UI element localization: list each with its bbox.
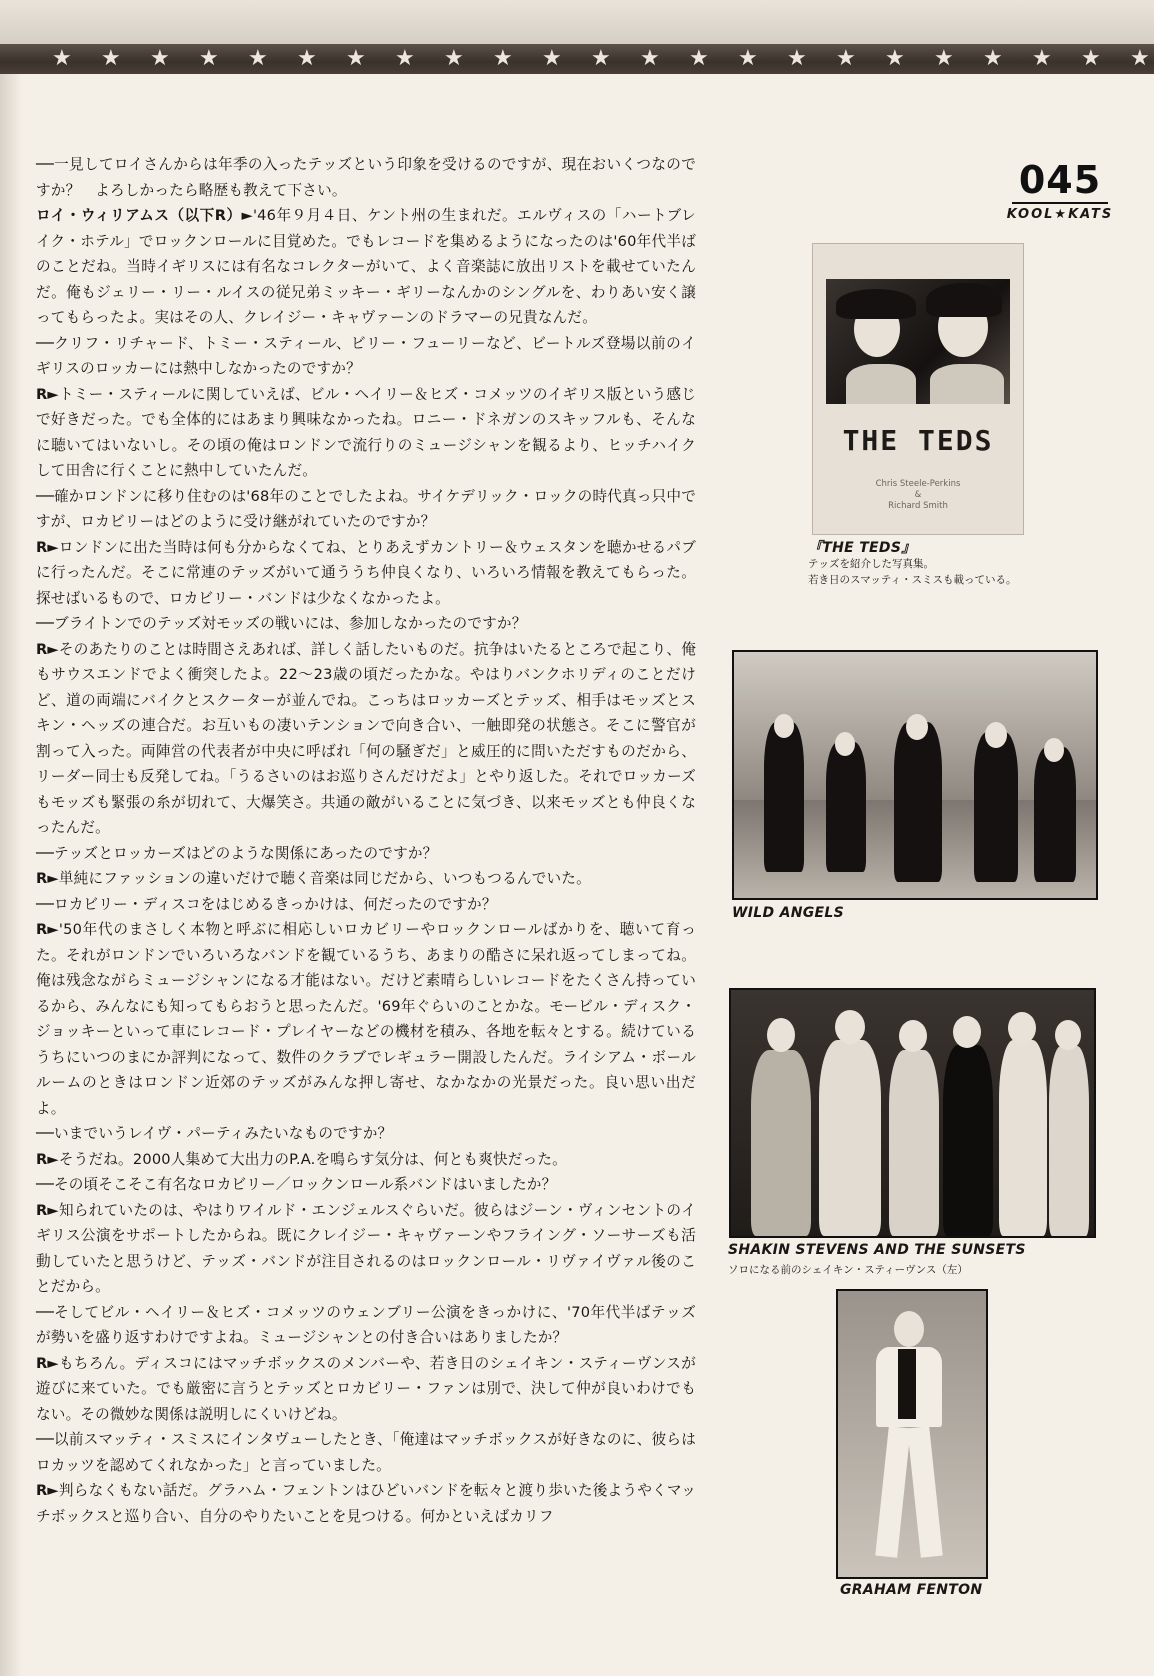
- speaker-tag: R►: [36, 1150, 59, 1168]
- interview-answer: [36, 382, 696, 484]
- paragraph-text: '50年代のまさしく本物と呼ぶに相応しいロカビリーやロックンロールばかりを、聴いて育った。それがロンドンでいろいろなバンドを観ているうち、あまりの酷さに呆れ返ってしまってね。俺は残念ながらミュージシャンになる才能はない。だけど素晴らしいレコードをたくさん持っているから、みんなにも知ってもらおうと思ったんだ。'69年ぐらいのことかな。モービル・ディスク・ジョッキーといって車にレコード・プレイヤーなどの機材を積み、各地を転々とする。続けているうちにいつのまにか評判になって、数件のクラブでレギュラー開設したんだ。ライシアム・ボールルームのときはロンドン近郊のテッズがみんな押し寄せ、なかなかの光景だった。良い思い出だよ。: [36, 921, 696, 1117]
- banner-star-icon: ★: [346, 46, 366, 71]
- page-number: 045: [1018, 158, 1102, 202]
- teds-cover-authors: Chris Steele-Perkins & Richard Smith: [875, 479, 961, 511]
- interview-question: [36, 1121, 696, 1147]
- banner-star-icon: ★: [689, 46, 709, 71]
- magazine-name: KOOL★KATS: [1006, 207, 1114, 222]
- wild-angels-photo: [732, 650, 1098, 900]
- interview-question: [36, 611, 696, 637]
- speaker-tag: R►: [36, 538, 59, 556]
- graham-fenton-caption: GRAHAM FENTON: [840, 1582, 983, 1598]
- page-fold-shadow: [0, 0, 22, 1676]
- speaker-tag: R►: [36, 870, 59, 887]
- interview-question: [36, 892, 696, 918]
- banner-star-icon: ★: [640, 46, 660, 71]
- banner-star-icon: ★: [150, 46, 170, 71]
- paragraph-text: もちろん。ディスコにはマッチボックスのメンバーや、若き日のシェイキン・スティーヴンスが遊びに来ていた。でも厳密に言うとテッズとロカビリー・ファンは別で、決して仲が良いわけでもない。その微妙な関係は説明しにくいけどね。: [36, 1354, 696, 1423]
- paragraph-text: ──そしてビル・ヘイリー＆ヒズ・コメッツのウェンブリー公演をきっかけに、'70年代半ばテッズが勢いを盛り返すわけですよね。ミュージシャンとの付き合いはありましたか？: [36, 1303, 696, 1346]
- paragraph-text: そうだね。2000人集めて大出力のP.A.を鳴らす気分は、何とも爽快だった。: [58, 1150, 567, 1168]
- banner-star-icon: ★: [248, 46, 268, 71]
- star-banner: [0, 44, 1154, 74]
- paragraph-text: ──ブライトンでのテッズ対モッズの戦いには、参加しなかったのですか？: [36, 615, 527, 632]
- banner-star-icon: ★: [199, 46, 219, 71]
- banner-star-icon: ★: [934, 46, 954, 71]
- speaker-tag: ロイ・ウィリアムス（以下R）►: [36, 207, 253, 224]
- paragraph-text: ──以前スマッティ・スミスにインタヴューしたとき、「俺達はマッチボックスが好きなのに、彼らはロカッツを認めてくれなかった」と言っていました。: [36, 1431, 696, 1474]
- banner-star-icon: ★: [836, 46, 856, 71]
- page-number-rule: [1012, 202, 1108, 204]
- speaker-tag: R►: [36, 1482, 59, 1499]
- banner-star-icon: ★: [1130, 46, 1150, 71]
- interview-question: [36, 841, 696, 867]
- shakin-stevens-photo: [729, 988, 1096, 1238]
- interview-article: [36, 152, 696, 1529]
- interview-answer: [36, 1147, 696, 1173]
- banner-star-icon: ★: [787, 46, 807, 71]
- graham-fenton-photo: [836, 1289, 988, 1579]
- banner-star-icon: ★: [52, 46, 72, 71]
- teds-book-cover: [812, 243, 1024, 535]
- banner-star-icon: ★: [1081, 46, 1101, 71]
- paragraph-text: 知られていたのは、やはりワイルド・エンジェルスぐらいだ。彼らはジーン・ヴィンセントのイギリス公演をサポートしたからね。既にクレイジー・キャヴァーンやフライング・ソーサーズも活動していたと思うけど、テッズ・バンドが注目されるのはロックンロール・リヴァイヴァル後のことだから。: [36, 1201, 696, 1295]
- interview-answer: [36, 1198, 696, 1300]
- teds-caption-line2: 若き日のスマッティ・スミスも載っている。: [808, 574, 1017, 586]
- banner-star-icon: ★: [101, 46, 121, 71]
- interview-question: [36, 1300, 696, 1351]
- top-margin: [0, 0, 1154, 44]
- interview-answer: [36, 917, 696, 1121]
- interview-answer: [36, 535, 696, 612]
- paragraph-text: 単純にファッションの違いだけで聴く音楽は同じだから、いつもつるんでいた。: [58, 870, 591, 887]
- interview-answer: [36, 203, 696, 331]
- speaker-tag: R►: [36, 1354, 59, 1372]
- banner-star-icon: ★: [885, 46, 905, 71]
- paragraph-text: ──いまでいうレイヴ・パーティみたいなものですか？: [36, 1125, 393, 1142]
- paragraph-text: ──一見してロイさんからは年季の入ったテッズという印象を受けるのですが、現在おいくつなのですか？ よろしかったら略歴も教えて下さい。: [36, 156, 696, 199]
- banner-star-icon: ★: [1032, 46, 1052, 71]
- banner-star-icon: ★: [444, 46, 464, 71]
- interview-question: [36, 1172, 696, 1198]
- banner-star-icon: ★: [983, 46, 1003, 71]
- paragraph-text: ロンドンに出た当時は何も分からなくてね、とりあえずカントリー＆ウェスタンを聴かせるパブに行ったんだ。そこに常連のテッズがいて通ううち仲良くなり、いろいろ情報を教えてもらった。探せばいるもので、ロカビリー・バンドは少なくなかったよ。: [36, 538, 696, 607]
- interview-question: [36, 484, 696, 535]
- paragraph-text: ──テッズとロッカーズはどのような関係にあったのですか？: [36, 844, 438, 862]
- speaker-tag: R►: [36, 640, 59, 658]
- speaker-tag: R►: [36, 921, 59, 938]
- banner-star-icon: ★: [738, 46, 758, 71]
- interview-answer: [36, 1351, 696, 1428]
- speaker-tag: R►: [36, 385, 59, 403]
- interview-question: [36, 1427, 696, 1478]
- paragraph-text: '46年９月４日、ケント州の生まれだ。エルヴィスの「ハートブレイク・ホテル」でロックンロールに目覚めた。でもレコードを集めるようになったのは'60年代半ばのことだね。当時イギリスには有名なコレクターがいて、よく音楽誌に放出リストを載せていたんだ。俺もジェリー・リー・ルイスの従兄弟ミッキー・ギリーなんかのシングルを、わりあい安く譲ってもらったよ。実はその人、クレイジー・キャヴァーンのドラマーの兄貴なんだ。: [36, 207, 696, 326]
- interview-question: [36, 331, 696, 382]
- page-number-block: [1000, 160, 1120, 222]
- banner-star-icon: ★: [493, 46, 513, 71]
- paragraph-text: 判らなくもない話だ。グラハム・フェントンはひどいバンドを転々と渡り歩いた後ようやくマッチボックスと巡り合い、自分のやりたいことを見つける。何かといえばカリフ: [36, 1482, 696, 1525]
- speaker-tag: R►: [36, 1201, 59, 1219]
- interview-answer: [36, 866, 696, 892]
- banner-star-icon: ★: [395, 46, 415, 71]
- paragraph-text: トミー・スティールに関していえば、ビル・ヘイリー＆ヒズ・コメッツのイギリス版という感じで好きだった。でも全体的にはあまり興味なかったね。ロニー・ドネガンのスキッフルも、そんなに聴いてはいないし。その頃の俺はロンドンで流行りのミュージシャンを観るより、ヒッチハイクして田舎に行くことに熱中していたんだ。: [36, 385, 696, 479]
- interview-question: [36, 152, 696, 203]
- paragraph-text: ──ロカビリー・ディスコをはじめるきっかけは、何だったのですか？: [36, 895, 497, 913]
- teds-caption-title: 『THE TEDS』: [808, 540, 916, 556]
- paragraph-text: ──その頃そこそこ有名なロカビリー／ロックンロール系バンドはいましたか？: [36, 1176, 557, 1193]
- teds-caption-line1: テッズを紹介した写真集。: [808, 558, 934, 570]
- interview-answer: [36, 637, 696, 841]
- banner-star-icon: ★: [542, 46, 562, 71]
- shakin-stevens-caption-title: SHAKIN STEVENS AND THE SUNSETS: [728, 1242, 1026, 1258]
- wild-angels-caption: WILD ANGELS: [732, 905, 844, 921]
- paragraph-text: ──クリフ・リチャード、トミー・スティール、ビリー・フューリーなど、ビートルズ登場以前のイギリスのロッカーには熱中しなかったのですか？: [36, 334, 696, 377]
- paragraph-text: そのあたりのことは時間さえあれば、詳しく話したいものだ。抗争はいたるところで起こり、俺もサウスエンドでよく衝突したよ。22〜23歳の頃だったかな。やはりバンクホリディのことだけど、道の両端にバイクとスクーターが並んでね。こっちはロッカーズとテッズ、相手はモッズとスキン・ヘッズの連合だ。お互いもの凄いテンションで向き合い、一触即発の状態さ。そこに警官が割って入った。両陣営の代表者が中央に呼ばれ「何の騒ぎだ」と威圧的に問いただすものだから、リーダー同士も反発してね。「うるさいのはお巡りさんだけだよ」とやり返した。それでロッカーズもモッズも緊張の糸が切れて、大爆笑さ。共通の敵がいることに気づき、以来モッズとも仲良くなったんだ。: [36, 640, 696, 836]
- banner-star-icon: ★: [591, 46, 611, 71]
- shakin-stevens-caption-line1: ソロになる前のシェイキン・スティーヴンス（左）: [728, 1264, 968, 1276]
- banner-star-icon: ★: [297, 46, 317, 71]
- paragraph-text: ──確かロンドンに移り住むのは'68年のことでしたよね。サイケデリック・ロックの時代真っ只中ですが、ロカビリーはどのように受け継がれていたのですか？: [36, 487, 697, 530]
- teds-cover-title: THE TEDS: [842, 424, 994, 457]
- interview-answer: [36, 1478, 696, 1529]
- teds-cover-photo: [826, 279, 1010, 404]
